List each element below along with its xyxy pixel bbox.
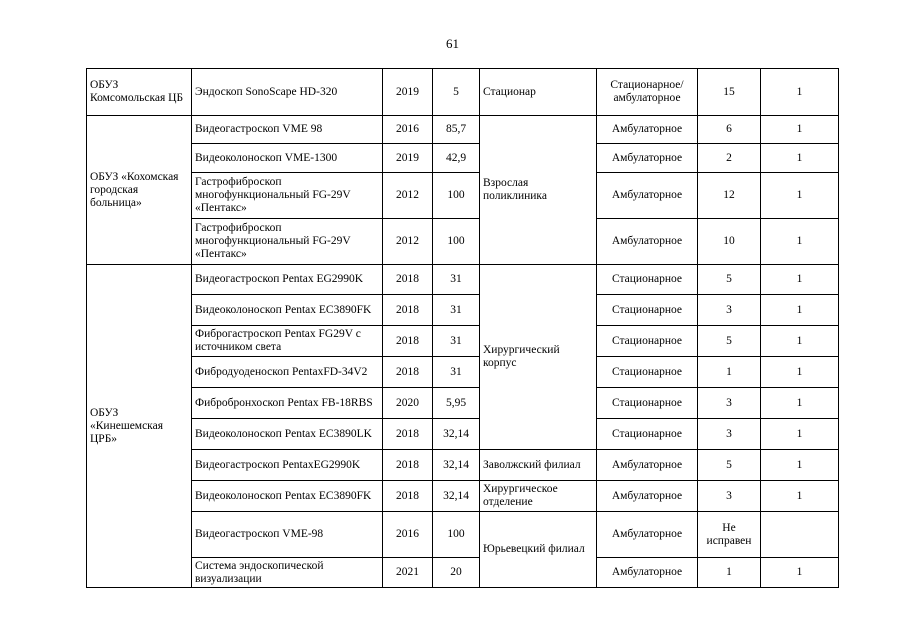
equipment-cell: Видеогастроскоп VME 98 [192, 116, 383, 144]
mode-cell: Амбулаторное [597, 173, 698, 219]
count-cell: 5 [698, 265, 761, 295]
year-cell: 2016 [383, 116, 433, 144]
wear-cell: 5 [433, 69, 480, 116]
year-cell: 2012 [383, 173, 433, 219]
year-cell: 2018 [383, 419, 433, 450]
count-cell: 1 [761, 419, 839, 450]
table-row [87, 144, 839, 173]
mode-cell: Амбулаторное [597, 144, 698, 173]
count-cell: 3 [698, 419, 761, 450]
year-cell: 2018 [383, 357, 433, 388]
table-row [87, 265, 839, 295]
location-cell: Заволжский филиал [480, 450, 597, 481]
count-cell: 1 [698, 357, 761, 388]
mode-cell: Амбулаторное [597, 450, 698, 481]
table-row [87, 558, 839, 588]
year-cell: 2018 [383, 265, 433, 295]
mode-cell: Стационарное [597, 388, 698, 419]
table-row [87, 116, 839, 144]
count-cell: 10 [698, 219, 761, 265]
equipment-cell: Видеогастроскоп PentaxEG2990K [192, 450, 383, 481]
mode-cell: Амбулаторное [597, 219, 698, 265]
count-cell: 3 [698, 295, 761, 326]
mode-cell: Стационарное [597, 295, 698, 326]
count-cell: 12 [698, 173, 761, 219]
equipment-cell: Видеогастроскоп VME-98 [192, 512, 383, 558]
wear-cell: 85,7 [433, 116, 480, 144]
count-cell: 1 [761, 265, 839, 295]
wear-cell: 20 [433, 558, 480, 588]
wear-cell: 32,14 [433, 419, 480, 450]
equipment-cell: Видеогастроскоп Pentax EG2990K [192, 265, 383, 295]
wear-cell: 32,14 [433, 481, 480, 512]
mode-cell: Стационарное [597, 326, 698, 357]
table-row [87, 219, 839, 265]
count-cell: 2 [698, 144, 761, 173]
count-cell: 15 [698, 69, 761, 116]
status-cell: Не исправен [698, 512, 761, 558]
location-cell: Хирургический корпус [480, 265, 597, 450]
equipment-cell: Система эндоскопической визуализации [192, 558, 383, 588]
wear-cell: 100 [433, 173, 480, 219]
table-row [87, 388, 839, 419]
table-row [87, 512, 839, 558]
table-row [87, 173, 839, 219]
year-cell: 2020 [383, 388, 433, 419]
org-cell: ОБУЗ Комсомольская ЦБ [87, 69, 192, 116]
year-cell: 2012 [383, 219, 433, 265]
count-cell: 5 [698, 450, 761, 481]
count-cell: 1 [761, 144, 839, 173]
wear-cell: 42,9 [433, 144, 480, 173]
count-cell: 3 [698, 388, 761, 419]
mode-cell: Амбулаторное [597, 481, 698, 512]
count-cell: 1 [761, 481, 839, 512]
wear-cell: 31 [433, 295, 480, 326]
count-cell: 6 [698, 116, 761, 144]
wear-cell: 31 [433, 265, 480, 295]
table-row [87, 326, 839, 357]
year-cell: 2019 [383, 144, 433, 173]
table-row [87, 419, 839, 450]
count-cell: 1 [698, 558, 761, 588]
count-cell: 1 [761, 219, 839, 265]
year-cell: 2018 [383, 295, 433, 326]
count-cell: 1 [761, 357, 839, 388]
location-cell: Стационар [480, 69, 597, 116]
year-cell: 2018 [383, 326, 433, 357]
count-cell: 1 [761, 116, 839, 144]
equipment-cell: Фибробронхоскоп Pentax FB-18RBS [192, 388, 383, 419]
equipment-cell: Эндоскоп SonoScape HD-320 [192, 69, 383, 116]
org-cell: ОБУЗ «Кинешемская ЦРБ» [87, 265, 192, 588]
count-cell [761, 512, 839, 558]
location-cell: Хирургическое отделение [480, 481, 597, 512]
year-cell: 2019 [383, 69, 433, 116]
equipment-cell: Фибродуоденоскоп PentaxFD-34V2 [192, 357, 383, 388]
count-cell: 1 [761, 388, 839, 419]
table-row [87, 481, 839, 512]
year-cell: 2018 [383, 481, 433, 512]
equipment-cell: Видеоколоноскоп VME-1300 [192, 144, 383, 173]
equipment-cell: Гастрофиброскоп многофункциональный FG-29V «Пентакс» [192, 219, 383, 265]
year-cell: 2018 [383, 450, 433, 481]
wear-cell: 31 [433, 357, 480, 388]
wear-cell: 100 [433, 219, 480, 265]
count-cell: 1 [761, 450, 839, 481]
wear-cell: 32,14 [433, 450, 480, 481]
mode-cell: Амбулаторное [597, 116, 698, 144]
page-number: 61 [446, 36, 459, 51]
mode-cell: Стационарное [597, 265, 698, 295]
org-cell: ОБУЗ «Кохомская городская больница» [87, 116, 192, 265]
count-cell: 1 [761, 326, 839, 357]
mode-cell: Амбулаторное [597, 512, 698, 558]
year-cell: 2016 [383, 512, 433, 558]
wear-cell: 100 [433, 512, 480, 558]
location-cell: Юрьевецкий филиал [480, 512, 597, 588]
count-cell: 1 [761, 69, 839, 116]
count-cell: 1 [761, 558, 839, 588]
table-row [87, 69, 839, 116]
mode-cell: Амбулаторное [597, 558, 698, 588]
equipment-cell: Видеоколоноскоп Pentax EC3890FK [192, 295, 383, 326]
table-row [87, 357, 839, 388]
equipment-cell: Видеоколоноскоп Pentax EC3890FK [192, 481, 383, 512]
count-cell: 1 [761, 173, 839, 219]
mode-cell: Стационарное [597, 419, 698, 450]
wear-cell: 31 [433, 326, 480, 357]
mode-cell: Стационарное/амбулаторное [597, 69, 698, 116]
wear-cell: 5,95 [433, 388, 480, 419]
equipment-cell: Гастрофиброскоп многофункциональный FG-29V «Пентакс» [192, 173, 383, 219]
equipment-table [86, 68, 839, 588]
table-row [87, 450, 839, 481]
year-cell: 2021 [383, 558, 433, 588]
count-cell: 5 [698, 326, 761, 357]
equipment-cell: Фиброгастроскоп Pentax FG29V с источником света [192, 326, 383, 357]
count-cell: 3 [698, 481, 761, 512]
equipment-cell: Видеоколоноскоп Pentax EC3890LK [192, 419, 383, 450]
count-cell: 1 [761, 295, 839, 326]
table-row [87, 295, 839, 326]
mode-cell: Стационарное [597, 357, 698, 388]
location-cell: Взрослая поликлиника [480, 116, 597, 265]
